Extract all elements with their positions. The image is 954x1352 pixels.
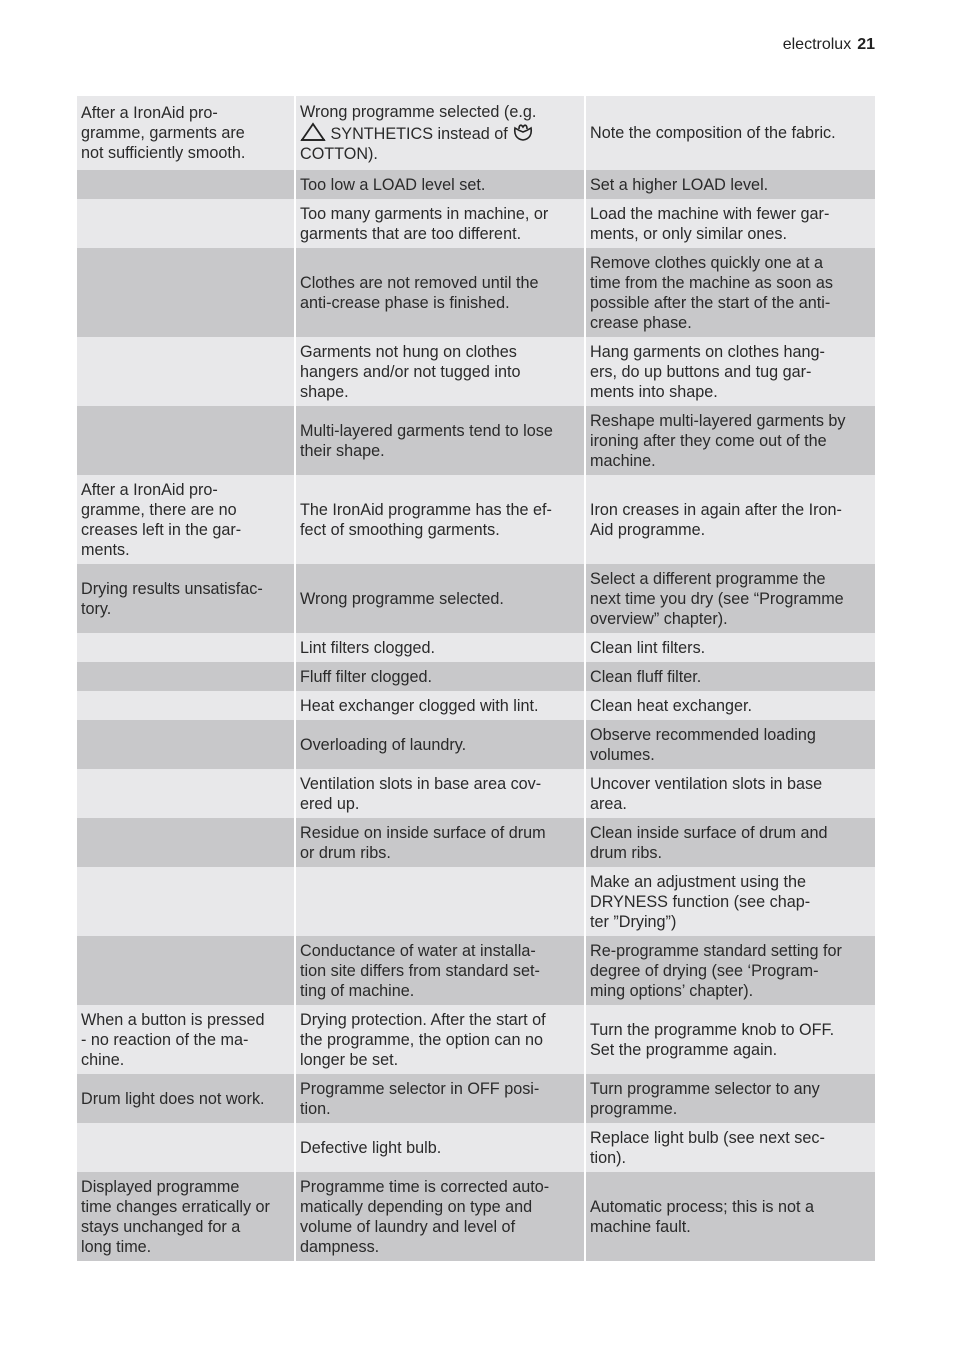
cause-cell: Residue on inside surface of drum or drum ribs.	[296, 818, 584, 867]
cause-text: SYNTHETICS instead of	[326, 125, 513, 143]
remedy-cell: Clean fluff filter.	[586, 662, 875, 691]
remedy-cell: Re-programme standard setting for degree of drying (see ‘Program- ming options’ chapter).	[586, 936, 875, 1005]
table-row	[77, 1005, 875, 1074]
cause-cell: Programme selector in OFF posi- tion.	[296, 1074, 584, 1123]
problem-cell	[77, 867, 294, 936]
table-row	[77, 769, 875, 818]
problem-cell	[77, 1123, 294, 1172]
remedy-cell: Clean heat exchanger.	[586, 691, 875, 720]
cause-cell: Lint filters clogged.	[296, 633, 584, 662]
remedy-cell: Load the machine with fewer gar- ments, or only similar ones.	[586, 199, 875, 248]
remedy-cell: Uncover ventilation slots in base area.	[586, 769, 875, 818]
remedy-cell: Replace light bulb (see next sec- tion).	[586, 1123, 875, 1172]
table-row	[77, 867, 875, 936]
cause-cell: Heat exchanger clogged with lint.	[296, 691, 584, 720]
problem-cell: After a IronAid pro- gramme, garments are not sufficiently smooth.	[77, 96, 294, 170]
remedy-cell: Turn the programme knob to OFF. Set the programme again.	[586, 1005, 875, 1074]
cause-text: Wrong programme selected (e.g.	[300, 103, 537, 121]
problem-cell	[77, 406, 294, 475]
cause-text: COTTON).	[300, 145, 378, 163]
table-row	[77, 406, 875, 475]
cause-cell: Overloading of laundry.	[296, 720, 584, 769]
table-row	[77, 96, 875, 170]
table-row	[77, 199, 875, 248]
cause-cell: Conductance of water at installa- tion site differs from standard set- ting of machine.	[296, 936, 584, 1005]
troubleshooting-table	[75, 96, 877, 1261]
cause-cell: Too low a LOAD level set.	[296, 170, 584, 199]
table-row	[77, 1172, 875, 1261]
problem-cell: Drying results unsatisfac- tory.	[77, 564, 294, 633]
table-row	[77, 720, 875, 769]
problem-cell	[77, 818, 294, 867]
remedy-cell: Observe recommended loading volumes.	[586, 720, 875, 769]
problem-cell	[77, 199, 294, 248]
table-row	[77, 475, 875, 564]
table-row	[77, 662, 875, 691]
table-row	[77, 1074, 875, 1123]
remedy-cell: Automatic process; this is not a machine fault.	[586, 1172, 875, 1261]
cause-cell: Multi-layered garments tend to lose their shape.	[296, 406, 584, 475]
problem-cell: When a button is pressed - no reaction of the ma- chine.	[77, 1005, 294, 1074]
problem-cell	[77, 170, 294, 199]
table-row	[77, 248, 875, 337]
table-row	[77, 170, 875, 199]
remedy-cell: Reshape multi-layered garments by ironing after they come out of the machine.	[586, 406, 875, 475]
problem-cell: Drum light does not work.	[77, 1074, 294, 1123]
remedy-cell: Make an adjustment using the DRYNESS function (see chap- ter ”Drying”)	[586, 867, 875, 936]
brand-name: electrolux	[782, 36, 852, 53]
page-header	[783, 36, 875, 54]
problem-cell	[77, 337, 294, 406]
synthetics-triangle-icon	[300, 122, 326, 142]
table-row	[77, 936, 875, 1005]
problem-cell	[77, 936, 294, 1005]
cause-cell: The IronAid programme has the ef- fect of smoothing garments.	[296, 475, 584, 564]
cause-cell: Garments not hung on clothes hangers and/or not tugged into shape.	[296, 337, 584, 406]
remedy-cell: Select a different programme the next time you dry (see “Programme overview” chapter).	[586, 564, 875, 633]
cause-cell: Too many garments in machine, or garments that are too different.	[296, 199, 584, 248]
problem-cell	[77, 720, 294, 769]
problem-cell: After a IronAid pro- gramme, there are no creases left in the gar- ments.	[77, 475, 294, 564]
cause-cell: Programme time is corrected auto- matically depending on type and volume of laundry and level of dampness.	[296, 1172, 584, 1261]
table-row	[77, 633, 875, 662]
table-row	[77, 564, 875, 633]
remedy-cell: Note the composition of the fabric.	[586, 96, 875, 170]
table-row	[77, 1123, 875, 1172]
table-row	[77, 818, 875, 867]
cause-cell	[296, 96, 584, 170]
cause-cell	[296, 867, 584, 936]
cause-cell: Clothes are not removed until the anti-crease phase is finished.	[296, 248, 584, 337]
remedy-cell: Clean inside surface of drum and drum ribs.	[586, 818, 875, 867]
cotton-flower-icon	[512, 122, 534, 142]
page-number: 21	[857, 36, 875, 53]
remedy-cell: Clean lint filters.	[586, 633, 875, 662]
cause-cell: Defective light bulb.	[296, 1123, 584, 1172]
remedy-cell: Set a higher LOAD level.	[586, 170, 875, 199]
cause-cell: Fluff filter clogged.	[296, 662, 584, 691]
remedy-cell: Hang garments on clothes hang- ers, do up buttons and tug gar- ments into shape.	[586, 337, 875, 406]
remedy-cell: Iron creases in again after the Iron- Aid programme.	[586, 475, 875, 564]
table-row	[77, 337, 875, 406]
table-body	[77, 96, 875, 1261]
table-row	[77, 691, 875, 720]
problem-cell	[77, 248, 294, 337]
cause-cell: Drying protection. After the start of the programme, the option can no longer be set.	[296, 1005, 584, 1074]
remedy-cell: Turn programme selector to any programme.	[586, 1074, 875, 1123]
problem-cell	[77, 633, 294, 662]
problem-cell	[77, 691, 294, 720]
problem-cell	[77, 769, 294, 818]
problem-cell	[77, 662, 294, 691]
remedy-cell: Remove clothes quickly one at a time from the machine as soon as possible after the start of the anti- crease phase.	[586, 248, 875, 337]
problem-cell: Displayed programme time changes erratically or stays unchanged for a long time.	[77, 1172, 294, 1261]
cause-cell: Ventilation slots in base area cov- ered up.	[296, 769, 584, 818]
cause-cell: Wrong programme selected.	[296, 564, 584, 633]
